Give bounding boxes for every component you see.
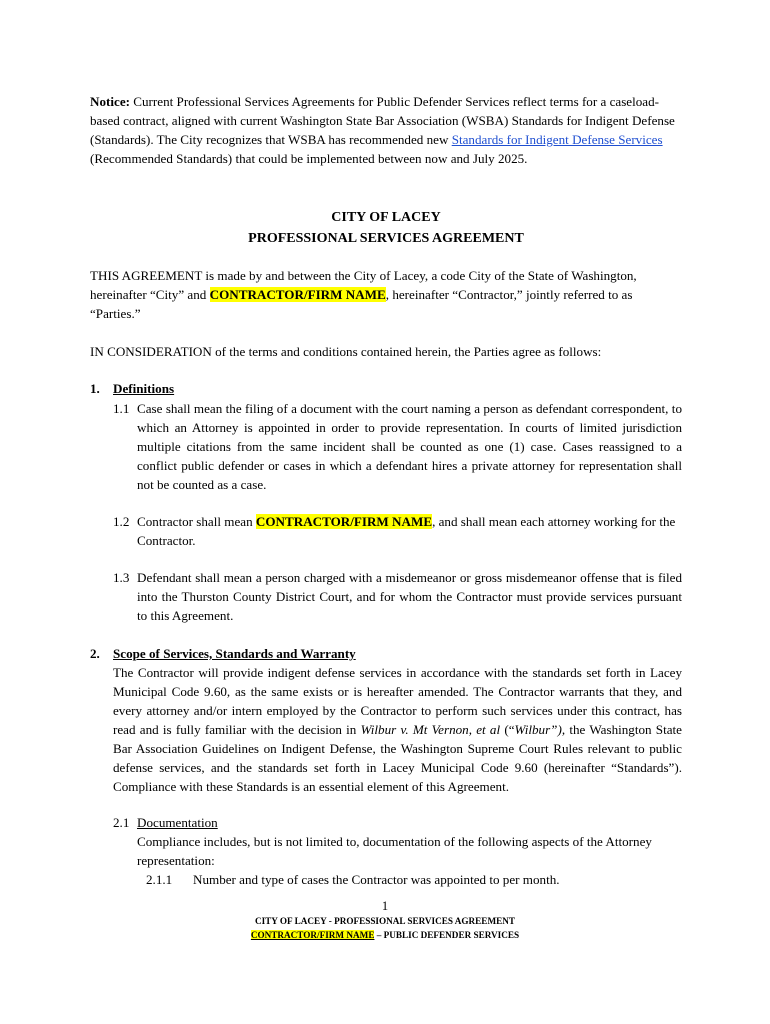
notice-text-end: (Recommended Standards) that could be implemented between now and July 2025. [90,151,528,166]
notice-text: Current Professional Services Agreements for Public Defender Services reflect terms for a caseload-based contract, aligned with current Washington State Bar Association (WSBA) Standards for Indigent Defense (Standards). The City recognizes that WSBA has recommended new [90,94,675,147]
case-name: Wilbur v. Mt Vernon, et al [360,722,501,737]
footer-contractor-highlight: CONTRACTOR/FIRM NAME [250,930,375,940]
title-line-1: CITY OF LACEY [331,210,441,225]
intro-text: THIS AGREEMENT is made by and between the City of Lacey, a code City of the State of Washington, hereinafter “City” and [90,268,637,302]
document-title [90,207,682,249]
item-1-1-number: 1.1 [113,401,130,416]
section-2-number: 2. [90,646,100,661]
item-2-1-heading: Documentation [137,815,218,830]
item-2-1-text: Compliance includes, but is not limited to, documentation of the following aspects of the Attorney representation: [137,834,652,868]
notice-paragraph [90,92,682,168]
notice-label: Notice: [90,94,130,109]
title-line-2: PROFESSIONAL SERVICES AGREEMENT [248,231,524,246]
item-1-1-text: Case shall mean the filing of a document with the court naming a person as defendant correspondent, to which an Attorney is appointed in order to provide representation. In courts of limited jurisdiction multiple citations from the same incident shall be counted as one (1) case. Cases reassigned to a conflict public defender or cases in which a defendant hires a private attorney for representation shall not be counted as a case. [137,401,682,492]
footer-line-1: CITY OF LACEY - PROFESSIONAL SERVICES AGREEMENT [254,916,516,926]
footer-line-2 [0,929,770,942]
case-short-name: Wilbur”), [514,722,566,737]
intro-text-end: , hereinafter “Contractor,” jointly referred to as “Parties.” [90,287,633,321]
contractor-name-highlight: CONTRACTOR/FIRM NAME [209,287,386,302]
standards-link[interactable]: Standards for Indigent Defense Services [451,132,663,147]
item-2-1-1-number: 2.1.1 [146,872,173,887]
section-1-number: 1. [90,381,100,396]
consideration-paragraph: IN CONSIDERATION of the terms and conditions contained herein, the Parties agree as follows: [90,344,602,359]
section-2-heading: Scope of Services, Standards and Warranty [113,646,356,661]
item-1-3-number: 1.3 [113,570,130,585]
quote-open: (“ [500,722,515,737]
item-1-2-text-end: , and shall mean each attorney working for the Contractor. [137,514,676,548]
item-2-1-number: 2.1 [113,815,130,830]
section-2-body-text: The Contractor will provide indigent defense services in accordance with the standards set forth in Lacey Municipal Code 9.60, as the same exists or is hereafter amended. The Contractor warrants that they, and every attorney and/or intern employed by the Contractor to perform such services under this contract, has read and is fully familiar with the decision in [113,665,682,737]
item-2-1-1-text: Number and type of cases the Contractor was appointed to per month. [193,872,560,887]
section-1-heading: Definitions [113,381,175,396]
item-1-3-text: Defendant shall mean a person charged with a misdemeanor or gross misdemeanor offense that is filed into the Thurston County District Court, and for whom the Contractor must provide services pursuant to this Agreement. [137,570,682,623]
footer-line-2-rest: – PUBLIC DEFENDER SERVICES [374,930,520,940]
section-2-body [113,663,682,796]
item-1-2-text [137,512,682,550]
contractor-name-highlight-2: CONTRACTOR/FIRM NAME [255,514,433,529]
item-1-2-text-start: Contractor shall mean [137,514,256,529]
item-1-2-number: 1.2 [113,514,130,529]
section-2-body-text-end: the Washington State Bar Association Guidelines on Indigent Defense, the Washington Supreme Court Rules relevant to public defense services, and the standards set forth in Lacey Municipal Code 9.60 (hereinafter “Standards”). Compliance with these Standards is an essential element of this Agreement. [113,722,682,794]
page-number: 1 [381,899,389,913]
intro-paragraph [90,266,682,323]
